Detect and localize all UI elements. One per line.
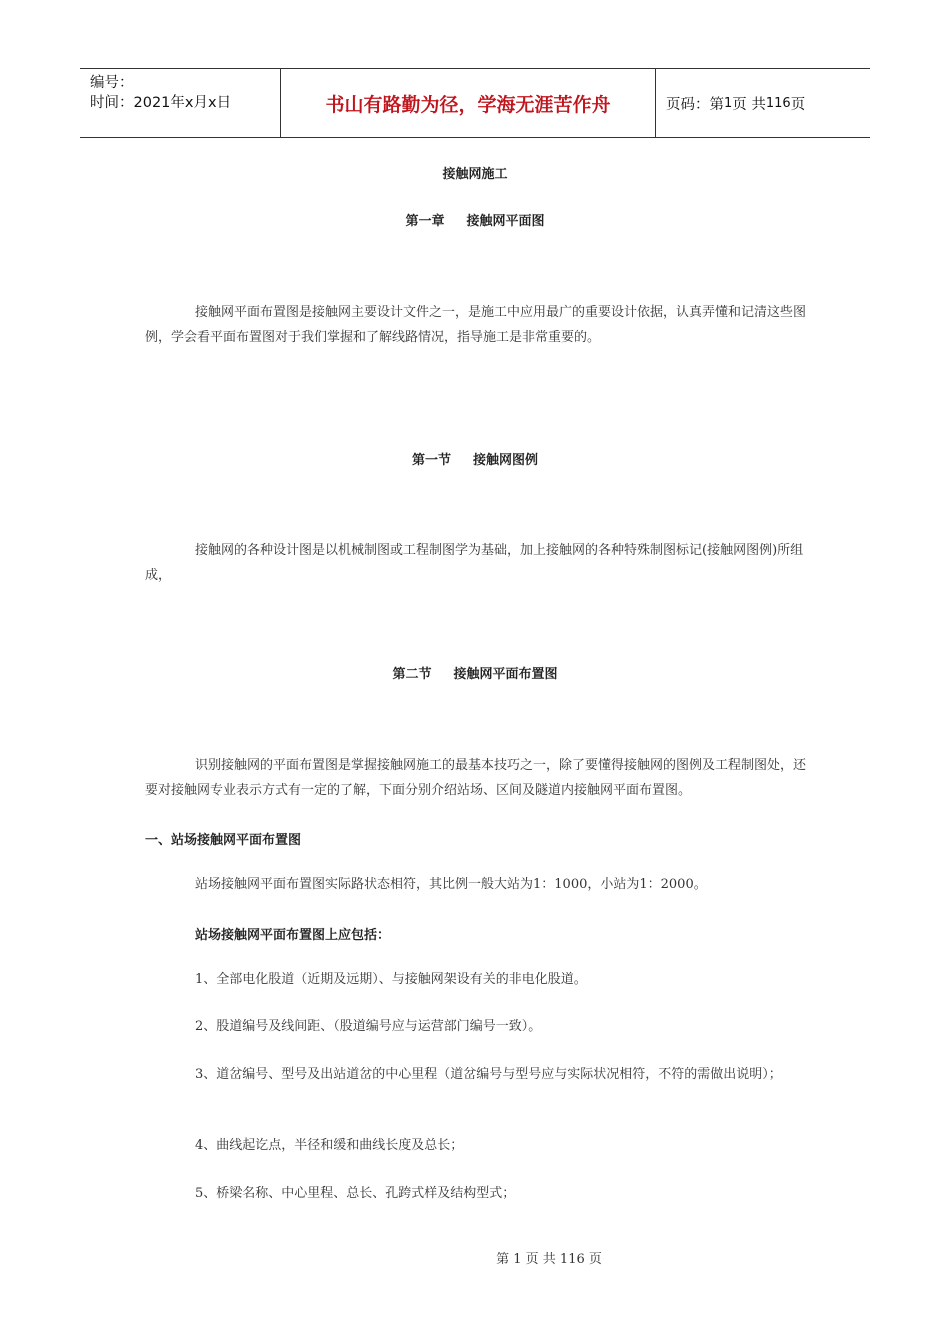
- document-date: 时间：2021年x月x日: [90, 95, 232, 111]
- section1-heading: [0, 449, 950, 468]
- page-label-prefix: 页码：第: [666, 96, 724, 113]
- page-total: 116: [765, 95, 791, 111]
- scale-paragraph: 站场接触网平面布置图实际路状态相符，其比例一般大站为1：1000，小站为1：2000。: [195, 877, 707, 892]
- page-footer: 第 1 页 共 116 页: [496, 1252, 602, 1267]
- header-motto: 书山有路勤为径，学海无涯苦作舟: [280, 69, 656, 137]
- document-number-label: 编号：: [90, 75, 134, 91]
- section2-paragraph: 识别接触网的平面布置图是掌握接触网施工的最基本技巧之一，除了要懂得接触网的图例及工程制图处，还要对接触网专业表示方式有一定的了解，下面分别介绍站场、区间及隧道内接触网平面布置图。: [145, 758, 807, 798]
- section1-name: 接触网图例: [473, 453, 539, 468]
- list-item: 3、道岔编号、型号及出站道岔的中心里程（道岔编号与型号应与实际状况相符，不符的需做出说明）；: [195, 1067, 782, 1082]
- list-item: 1、全部电化股道（近期及远期）、与接触网架设有关的非电化股道。: [195, 972, 587, 987]
- page-header: [80, 68, 870, 138]
- list-item: 5、桥梁名称、中心里程、总长、孔跨式样及结构型式；: [195, 1186, 516, 1201]
- page-label-mid: 页 共: [732, 96, 766, 113]
- header-page-info: [656, 69, 870, 137]
- section2-heading: [0, 663, 950, 682]
- page-number: 1: [724, 95, 733, 111]
- intro-paragraph: 接触网平面布置图是接触网主要设计文件之一，是施工中应用最广的重要设计依据，认真弄懂和记清这些图例，学会看平面布置图对于我们掌握和了解线路情况，指导施工是非常重要的。: [145, 305, 807, 345]
- list-item: 4、曲线起讫点，半径和缓和曲线长度及总长；: [195, 1138, 464, 1153]
- subheading-station-layout: 一、站场接触网平面布置图: [145, 833, 302, 848]
- header-meta: [80, 69, 280, 137]
- chapter-label: 第一章: [405, 214, 445, 229]
- list-item: 2、股道编号及线间距、（股道编号应与运营部门编号一致）。: [195, 1019, 542, 1034]
- section1-paragraph: 接触网的各种设计图是以机械制图或工程制图学为基础，加上接触网的各种特殊制图标记(接触网图例)所组成，: [145, 543, 804, 583]
- subheading-contents: 站场接触网平面布置图上应包括：: [195, 928, 391, 943]
- document-title: 接触网施工: [442, 167, 508, 182]
- chapter-heading: [0, 210, 950, 229]
- section2-name: 接触网平面布置图: [453, 667, 558, 682]
- section2-label: 第二节: [392, 667, 432, 682]
- section1-label: 第一节: [411, 453, 451, 468]
- page-label-end: 页: [790, 96, 806, 113]
- chapter-name: 接触网平面图: [466, 214, 545, 229]
